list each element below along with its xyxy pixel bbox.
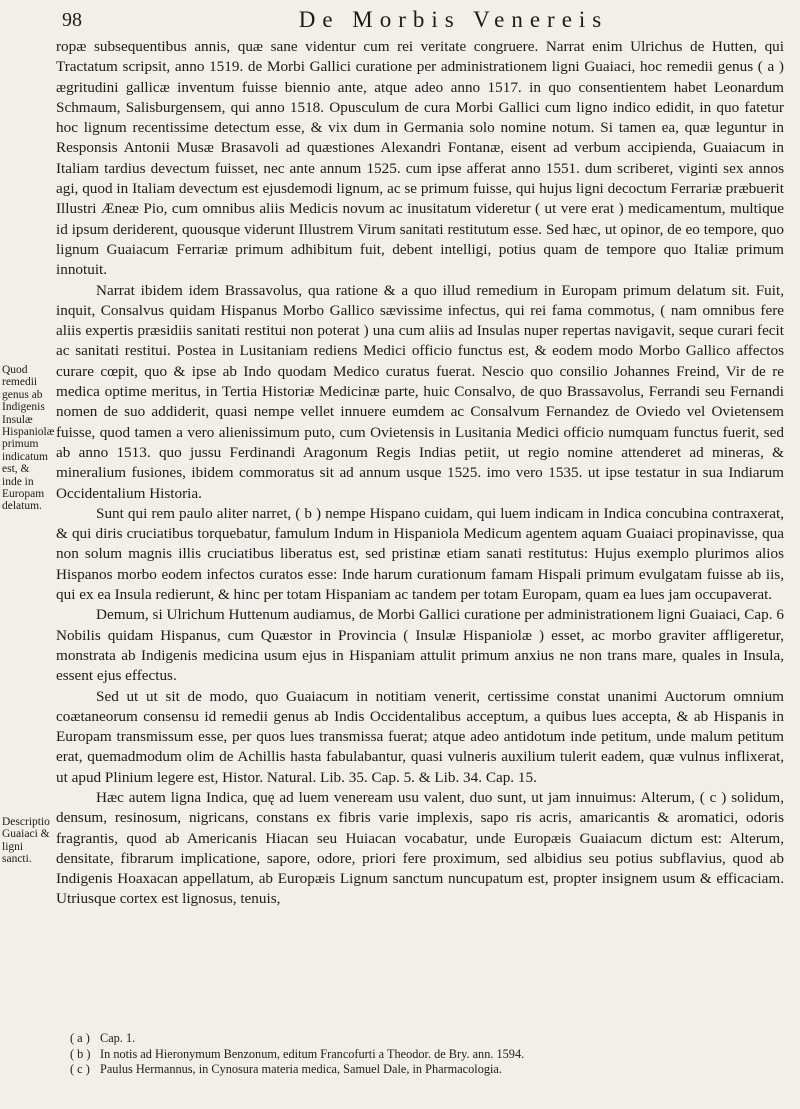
margin-note: Descriptio Guaiaci & ligni sancti. — [2, 816, 50, 866]
footnote-text: In notis ad Hieronymum Benzonum, editum Francofurti a Theodor. de Bry. ann. 1594. — [100, 1046, 525, 1061]
footnotes — [70, 1031, 780, 1078]
paragraph: Demum, si Ulrichum Huttenum audiamus, de Morbi Gallici curatione per administrationem ligni Guaiaci, Cap. 6 Nobilis quidam Hispanus, cum Quæstor in Provincia ( Insulæ Hispaniolæ ) esset, ac morbo graviter affligeretur, monstrata ab Indigenis medicina usum ejus in Hispaniam attulit primum anxius ne non trans mare, quales in Insula, essent ejus effectus. — [56, 606, 784, 685]
page-number: 98 — [62, 8, 82, 31]
paragraph: Sunt qui rem paulo aliter narret, ( b ) nempe Hispano cuidam, qui luem indicam in Indica concubina contraxerat, & qui diris cruciatibus torquebatur, famulum Indum in Hispaniola Medicum agentem aquam Guaiaci propinavisse, qua non solum magnis illis cruciatibus liberatus est, sed pristinæ etiam sanati restitutus: Hujus exemplo plurimos alios Hispanos morbo eodem infectos curatos esse: Inde harum curationum famam Hispali primum evulgatam fuisse ab iis, qui ex ea Insula redierunt, & hinc per totam Hispaniam ac tandem per totam Europam, quam ea lues jam occupaverat. — [56, 504, 784, 604]
running-head: De Morbis Venereis — [298, 7, 609, 32]
footnote — [70, 1031, 780, 1047]
page-header — [40, 6, 785, 34]
paragraph: Hæc autem ligna Indica, quę ad luem veneream usu valent, duo sunt, ut jam innuimus: Alterum, ( c ) solidum, densum, resinosum, nigricans, constans ex fibris varie implexis, sapo ris acris, amaricantis & aromatici, odoris fragrantis, quod ab Americanis Hiacan seu Huiacan vocabatur, unde Europæis Guaiacum dictum est: Alterum, densitate, fibrarum implicatione, sapore, odore, priori fere proximum, sed albidius seu potius subflavius, quod ab Indigenis Hoaxacan appellatum, ab Europæis Lignum sanctum nuncupatum est, propter insignem usum & efficaciam. Utriusque cortex est lignosus, tenuis, — [56, 788, 784, 908]
paragraph: ropæ subsequentibus annis, quæ sane videntur cum rei veritate congruere. Narrat enim Ulrichus de Hutten, qui Tractatum scripsit, anno 1519. de Morbi Gallici curatione per administrationem ligni Guaiaci, hoc remedii genus ( a ) ægritudini gallicæ inventum fuisse biennio ante, atque adeo anno 1517. in quo consentientem habet Leonardum Schmaum, Salisburgensem, qui anno 1518. Opusculum de cura Morbi Gallici cum ligno indico edidit, in quo fatetur hoc lignum recentissime detectum esse, & vix dum in Germania solo nomine notum. Si tamen ea, quæ leguntur in Responsis Antonii Musæ Brasavoli ad quæstiones Alexandri Fontanæ, eisent ad verbum accipienda, Guaiacum in Italiam tardius devectum fuisset, nec ante annum 1525. cum ipse afferat anno 1551. dum scriberet, viginti sex annos agi, quod in Italiam devectum est ejusdemodi lignum, ac se primum fuisse, qui hujus ligni decoctum Ferrariæ præbuerit Illustri Æneæ Pio, cum omnibus aliis Medicis novum ac inusitatum videretur ( ut vere erat ) medicamentum, multique id ipsum deriderent, quousque viderunt Illustrem Virum sanitati restitutum esse. Sed hæc, ut opinor, de eo tempore, quo lignum Guaiacum Ferrariæ primum adhibitum fuit, debent intelligi, potius quam de tempore quo Italiæ primum innotuit. — [56, 38, 784, 279]
footnote-text: Cap. 1. — [100, 1031, 136, 1045]
footnote-label: ( c ) — [70, 1062, 90, 1076]
body-text — [56, 37, 784, 910]
paragraph: Sed ut ut sit de modo, quo Guaiacum in notitiam venerit, certissime constat unanimi Auctorum omnium coætaneorum consensu id remedii genus ab Indis Occidentalibus acceptum, a quibus lues accepta, & ab Hispanis in Europam transmissum esse, per quos lues transmissa fuerat; atque adeo antidotum inde petitum, unde malum petitum erat, quemadmodum olim de Achillis hasta fabulabantur, quasi vulneris auxilium tulerit eadem, quæ vulnus inflixerat, ut apud Plinium legere est, Histor. Natural. Lib. 35. Cap. 5. & Lib. 34. Cap. 15. — [56, 687, 784, 786]
footnote-label: ( a ) — [70, 1031, 90, 1045]
footnote-text: Paulus Hermannus, in Cynosura materia medica, Samuel Dale, in Pharmacologia. — [100, 1062, 502, 1076]
footnote-label: ( b ) — [70, 1046, 91, 1061]
paragraph: Narrat ibidem idem Brassavolus, qua ratione & a quo illud remedium in Europam primum delatum sit. Fuit, inquit, Consalvus quidam Hispanus Morbo Gallico sævissime infectus, qui rei fama commotus, ( nam omnibus fere aliis expertis præsidiis sanitati restitui non poterat ) una cum aliis ad Insulas nuper repertas navigavit, seque curari fecit ac sanitati restitui. Postea in Lusitaniam rediens Medici officio functus est, & eodem modo Morbo Gallico affectos curare cœpit, quo & ipse ab Indo quodam Medico curatus fuerat. Nescio quo consilio Johannes Freind, Vir de re medica optime meritus, in Tertia Historiæ Medicinæ parte, huic Consalvo, de quo Brassavolus, Ferrandi seu Fernandi nomen de suo addiderit, quasi nempe vellet innuere eumdem ac Consalvum Fernandez de Oviedo vel Ovietensem fuisse, quod tamen a vero alienissimum puto, cum Ovietensis in Lusitania Medici officio numquam functus fuerit, sed ab anno 1513. quo jussu Ferdinandi Aragonum Regis Indias petiit, ut regio nomine attenderet ad mineras, & mineralium fusiones, ibidem commoratus sit ad annum usque 1525. imo vero 1535. ut ipse testatur in sua Indiarum Occidentalium Historia. — [56, 281, 784, 502]
margin-note: Quod remedii genus ab Indigenis Insulæ Hispaniolæ primum indicatum est, & inde in Europam delatum. — [2, 364, 55, 513]
footnote — [70, 1047, 780, 1063]
footnote — [70, 1062, 780, 1078]
